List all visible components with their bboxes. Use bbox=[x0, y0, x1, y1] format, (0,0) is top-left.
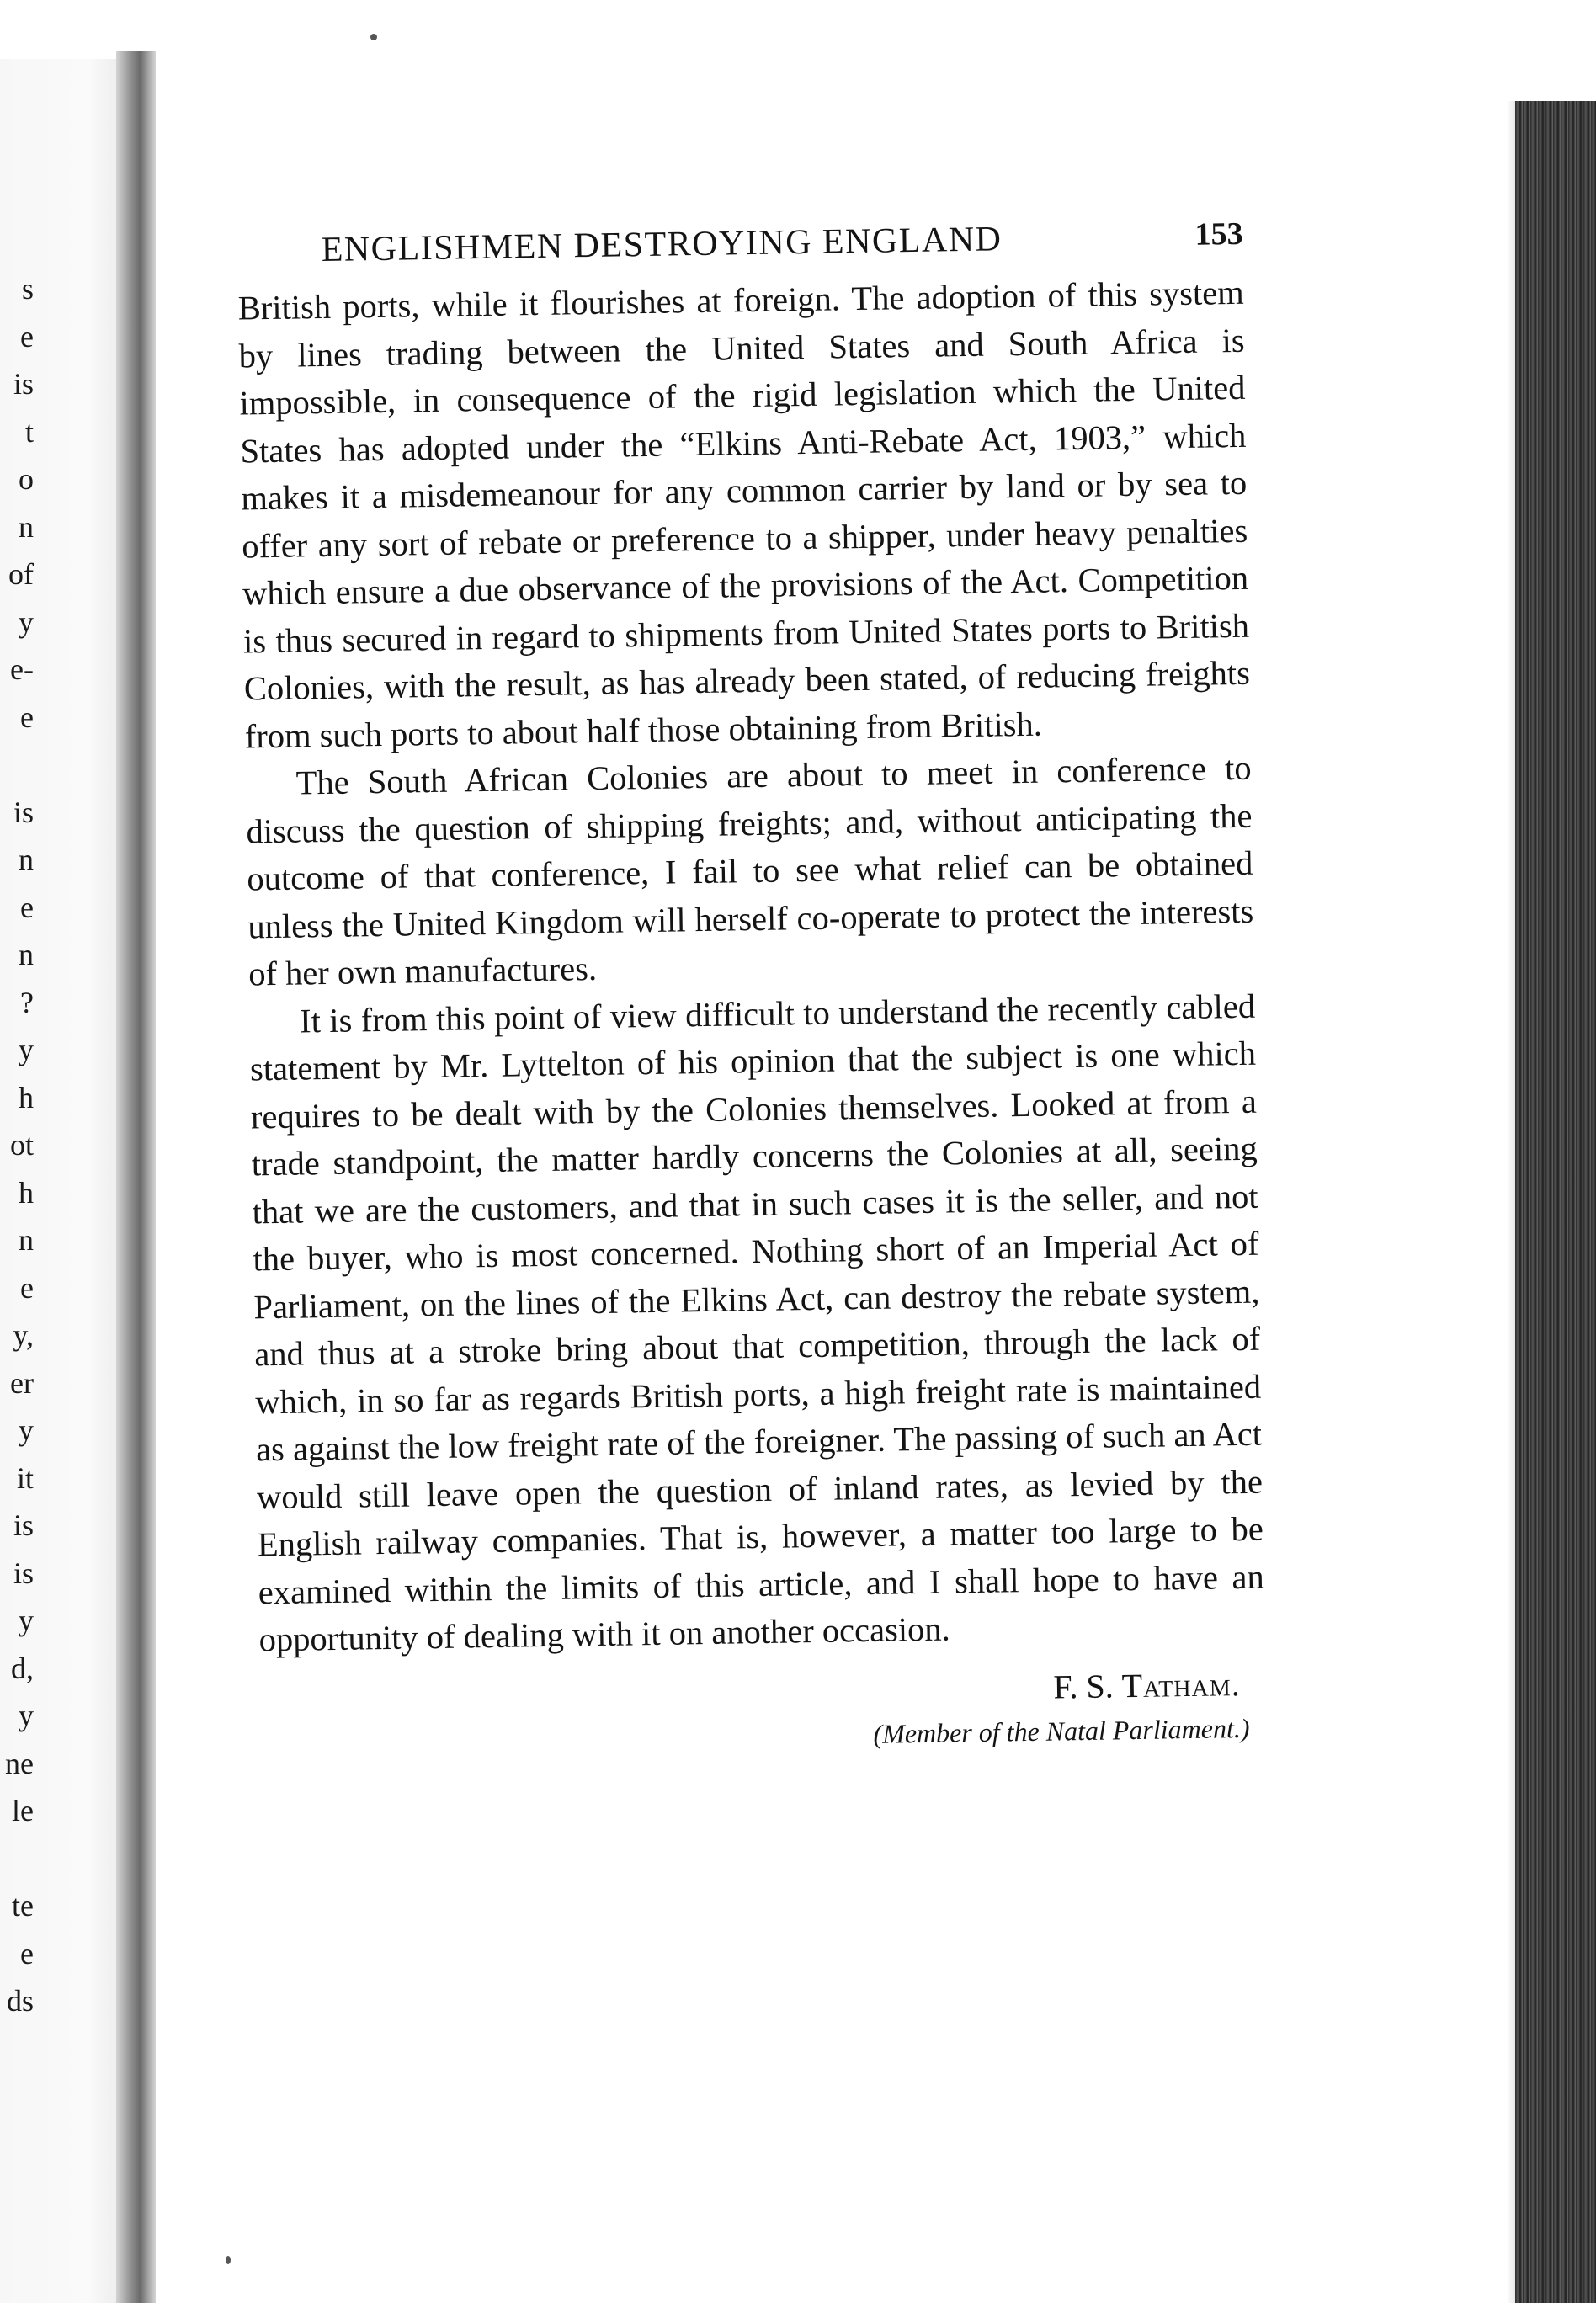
scan-speck bbox=[226, 2256, 231, 2264]
paragraph: It is from this point of view difficult to understand the recently cabled statement by Mr. Lyttelton of his opinion that the subject is one which requires to be dealt with by the Colonies themselves. Looked at from a trade standpoint, the matter hardly concerns the Colonies at all, seeing that we are the customers, and that in such cases it is the seller, and not the buyer, who is most concerned. Nothing short of an Imperial Act of Parliament, on the lines of the Elkins Act, can destroy the rebate system, and thus at a stroke bring about that competition, through the lack of which, in so far as regards British ports, a high freight rate is maintained as against the low freight rate of the foreigner. The passing of such an Act would still leave open the question of inland rates, as levied by the English railway companies. That is, however, a matter too large to be examined within the limits of this article, and I shall hope to have an opportunity of dealing with it on another occasion. bbox=[249, 987, 1264, 1659]
book-gutter-shadow bbox=[116, 51, 160, 2303]
facing-page-line-fragment: h bbox=[19, 1175, 34, 1210]
facing-page-line-fragment: e bbox=[20, 1936, 34, 1971]
facing-page-line-fragment: ot bbox=[9, 1128, 34, 1162]
facing-page-line-fragment: te bbox=[12, 1889, 34, 1923]
facing-page-line-fragment: y bbox=[19, 1033, 34, 1066]
facing-page-line-fragment: ds bbox=[6, 1984, 34, 2018]
author-surname: Tatham. bbox=[1121, 1664, 1241, 1705]
facing-page-line-fragment: t bbox=[24, 414, 34, 449]
facing-page-line-fragment: e- bbox=[10, 652, 34, 686]
facing-page-line-fragment: h bbox=[19, 1080, 34, 1114]
facing-page-line-fragment bbox=[0, 741, 34, 789]
running-title: ENGLISHMEN DESTROYING ENGLAND bbox=[321, 220, 1003, 269]
facing-page-line-fragment: ? bbox=[20, 985, 34, 1019]
facing-page-line-fragment: n bbox=[19, 1223, 34, 1257]
author-initials: F. S. bbox=[1053, 1666, 1115, 1706]
facing-page-line-fragment: is bbox=[13, 1508, 34, 1542]
facing-page-line-fragment: is bbox=[13, 795, 34, 829]
facing-page-line-fragment: y, bbox=[13, 1318, 34, 1352]
facing-page-line-fragment: is bbox=[13, 1556, 34, 1590]
facing-page-line-fragment: of bbox=[8, 557, 34, 591]
facing-page-line-fragment: o bbox=[19, 462, 34, 496]
facing-page-line-fragment: er bbox=[10, 1365, 34, 1400]
facing-page-line-fragment: s bbox=[21, 272, 34, 306]
scan-speck bbox=[370, 34, 377, 40]
facing-page-line-fragment: e bbox=[20, 699, 34, 734]
facing-page-line-fragment: n bbox=[19, 938, 34, 971]
facing-page-line-fragment: y bbox=[19, 1413, 34, 1447]
page-content bbox=[237, 207, 1267, 1763]
facing-page-line-fragment: e bbox=[20, 890, 34, 924]
facing-page-line-fragment: is bbox=[13, 367, 34, 401]
facing-page-cutoff-text bbox=[0, 265, 34, 2025]
facing-page-line-fragment: y bbox=[19, 604, 34, 639]
facing-page-line-fragment: e bbox=[20, 1270, 34, 1305]
facing-page-line-fragment: y bbox=[19, 1699, 34, 1732]
page-number: 153 bbox=[1194, 215, 1243, 253]
facing-page-line-fragment: n bbox=[19, 843, 34, 876]
facing-page-line-fragment: ne bbox=[5, 1746, 34, 1780]
facing-page-line-fragment: it bbox=[16, 1460, 34, 1495]
book-fore-edge bbox=[1515, 101, 1596, 2303]
paragraph-continued: British ports, while it flourishes at foreign. The adoption of this system by lines trading between the United States and South Africa is impossible, in consequence of the rigid legislation which the United States has adopted under the “Elkins Anti-Rebate Act, 1903,” which makes it a misdemeanour for any common carrier by land or by sea to offer any sort of rebate or preference to a shipper, under heavy penalties which ensure a due observance of the provisions of the Act. Competition is thus secured in regard to shipments from United States ports to British Colonies, with the result, as has already been stated, of reducing freights from such ports to about half those obtaining from British. bbox=[237, 273, 1251, 755]
facing-page-line-fragment: le bbox=[12, 1794, 34, 1827]
facing-page-line-fragment: n bbox=[19, 509, 34, 544]
facing-page-line-fragment: d, bbox=[11, 1651, 34, 1685]
facing-page-line-fragment bbox=[0, 1835, 34, 1883]
paragraph: The South African Colonies are about to meet in conference to discuss the question of shipping freights; and, without anticipating the outcome of that conference, I fail to see what relief can be obtained unless the United Kingdom will herself co-operate to protect the interests of her own manufactures. bbox=[246, 748, 1254, 993]
facing-page-line-fragment: y bbox=[19, 1604, 34, 1637]
author-affiliation: (Member of the Natal Parliament.) bbox=[873, 1712, 1250, 1749]
facing-page-line-fragment: e bbox=[20, 319, 34, 354]
